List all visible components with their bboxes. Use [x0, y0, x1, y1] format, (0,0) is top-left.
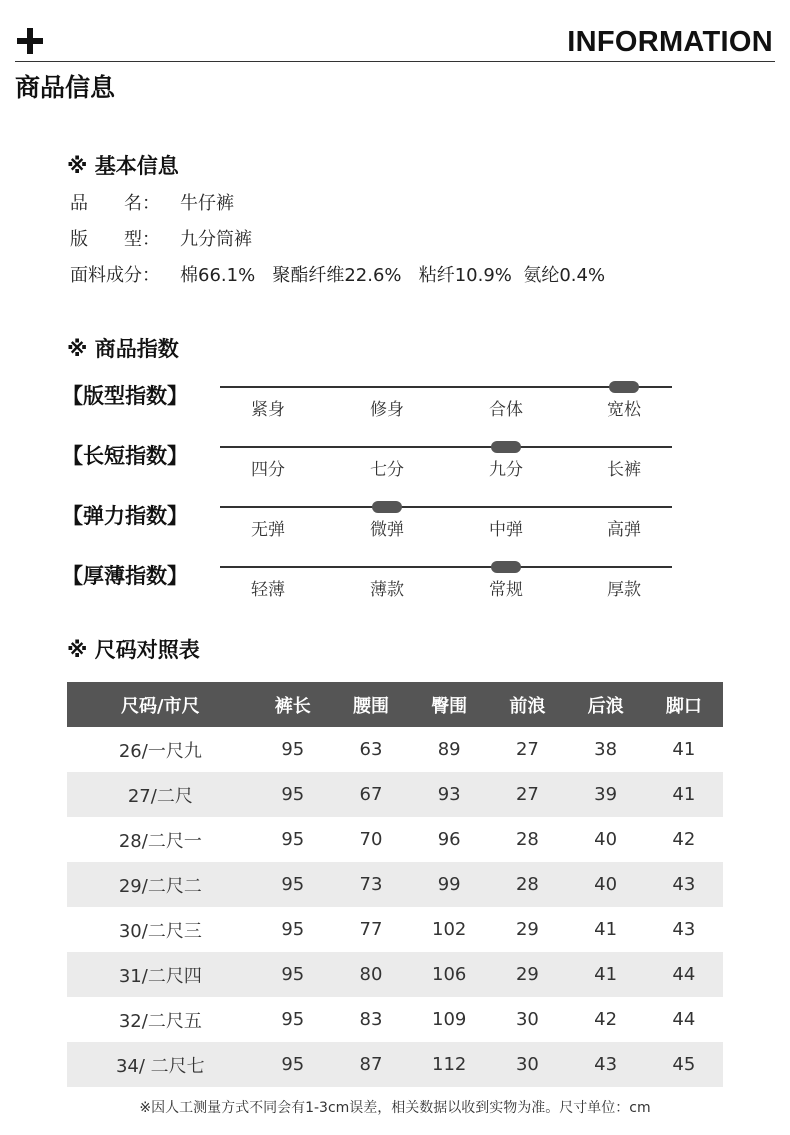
table-cell: 95 — [281, 739, 305, 760]
table-cell: 63 — [359, 739, 383, 760]
table-cell: 32/二尺五 — [118, 1010, 202, 1032]
header-cell: 后浪 — [567, 682, 645, 727]
table-cell: 102 — [432, 919, 467, 940]
table-cell: 89 — [437, 739, 461, 760]
table-cell: 95 — [254, 862, 332, 907]
info-value: 棉66.1% 聚酯纤维22.6% 粘纤10.9% 氨纶0.4% — [180, 265, 606, 286]
table-cell: 83 — [359, 1009, 383, 1030]
measurement-note: ※因人工测量方式不同会有1-3cm误差，相关数据以收到实物为准。尺寸单位：cm — [139, 1100, 651, 1116]
table-cell: 31/二尺四 — [67, 952, 254, 997]
info-row-name — [70, 189, 234, 215]
table-cell: 42 — [594, 1009, 618, 1030]
indices-title: ※ 商品指数 — [67, 337, 179, 361]
table-cell: 39 — [567, 772, 645, 817]
table-cell: 41 — [645, 772, 723, 817]
table-cell: 27 — [488, 772, 566, 817]
table-cell: 30/二尺三 — [118, 920, 202, 942]
table-cell: 80 — [332, 952, 410, 997]
table-cell: 29 — [515, 919, 539, 940]
index-option: 九分 — [489, 460, 523, 480]
table-cell: 44 — [645, 952, 723, 997]
index-track — [220, 446, 672, 448]
table-cell: 29 — [488, 952, 566, 997]
table-cell: 95 — [281, 919, 305, 940]
page-title: 商品信息 — [15, 73, 116, 102]
table-cell: 43 — [672, 919, 696, 940]
table-cell: 43 — [567, 1042, 645, 1087]
index-knob — [491, 441, 521, 453]
size-table-title: ※ 尺码对照表 — [67, 638, 200, 662]
index-option: 修身 — [370, 400, 404, 420]
index-track — [220, 506, 672, 508]
index-track — [220, 386, 672, 388]
table-cell: 42 — [672, 829, 696, 850]
index-option: 合体 — [489, 400, 523, 420]
index-knob — [372, 501, 402, 513]
table-cell: 27 — [515, 739, 539, 760]
table-cell: 44 — [672, 1009, 696, 1030]
header-cell: 前浪 — [488, 682, 566, 727]
table-row — [67, 727, 723, 772]
index-option: 厚款 — [607, 580, 641, 600]
table-cell: 95 — [281, 829, 305, 850]
table-cell: 30 — [488, 1042, 566, 1087]
index-option: 中弹 — [489, 520, 523, 540]
table-cell: 34/ 二尺七 — [67, 1042, 254, 1087]
table-cell: 28/二尺一 — [118, 830, 202, 852]
info-value: 九分筒裤 — [180, 229, 252, 250]
header-cell: 脚口 — [645, 682, 723, 727]
table-cell: 73 — [332, 862, 410, 907]
table-cell: 38 — [594, 739, 618, 760]
header-cell: 尺码/市尺 — [67, 682, 254, 727]
table-cell: 26/一尺九 — [118, 740, 202, 762]
table-cell: 28 — [515, 829, 539, 850]
index-option: 七分 — [370, 460, 404, 480]
table-cell: 41 — [594, 919, 618, 940]
size-table — [67, 682, 723, 1087]
table-cell: 87 — [332, 1042, 410, 1087]
table-cell: 95 — [254, 952, 332, 997]
table-cell: 99 — [410, 862, 488, 907]
table-cell: 27/二尺 — [67, 772, 254, 817]
table-cell: 45 — [645, 1042, 723, 1087]
table-cell: 106 — [410, 952, 488, 997]
table-cell: 40 — [594, 829, 618, 850]
index-track — [220, 566, 672, 568]
index-option: 轻薄 — [251, 580, 285, 600]
index-option: 紧身 — [251, 400, 285, 420]
index-option: 四分 — [251, 460, 285, 480]
index-label: 【长短指数】 — [62, 444, 188, 468]
table-cell: 70 — [359, 829, 383, 850]
index-label: 【版型指数】 — [62, 384, 188, 408]
basic-info-title: ※ 基本信息 — [67, 154, 179, 178]
index-knob — [491, 561, 521, 573]
index-option: 无弹 — [251, 520, 285, 540]
header-cell: 裤长 — [254, 682, 332, 727]
table-row — [67, 817, 723, 862]
table-row — [67, 772, 723, 817]
table-cell: 28 — [488, 862, 566, 907]
information-heading: INFORMATION — [567, 26, 773, 58]
plus-icon — [17, 28, 43, 54]
table-cell: 109 — [432, 1009, 467, 1030]
index-option: 高弹 — [607, 520, 641, 540]
table-cell: 95 — [254, 1042, 332, 1087]
info-label: 面料成分： — [70, 265, 160, 286]
table-cell: 95 — [254, 772, 332, 817]
index-option: 长裤 — [607, 460, 641, 480]
table-cell: 112 — [410, 1042, 488, 1087]
table-cell: 67 — [332, 772, 410, 817]
table-cell: 29/二尺二 — [67, 862, 254, 907]
table-row — [67, 1042, 723, 1087]
table-row — [67, 952, 723, 997]
table-row — [67, 907, 723, 952]
index-option: 微弹 — [370, 520, 404, 540]
table-cell: 41 — [567, 952, 645, 997]
table-cell: 43 — [645, 862, 723, 907]
index-option: 宽松 — [607, 400, 641, 420]
size-table-header — [67, 682, 723, 727]
table-cell: 30 — [515, 1009, 539, 1030]
index-option: 薄款 — [370, 580, 404, 600]
table-cell: 77 — [359, 919, 383, 940]
table-cell: 40 — [567, 862, 645, 907]
table-row — [67, 997, 723, 1042]
info-label: 品 名： — [70, 193, 160, 214]
info-value: 牛仔裤 — [180, 193, 234, 214]
index-option: 常规 — [489, 580, 523, 600]
table-row — [67, 862, 723, 907]
index-label: 【厚薄指数】 — [62, 564, 188, 588]
table-cell: 93 — [410, 772, 488, 817]
info-label: 版 型： — [70, 229, 160, 250]
table-cell: 95 — [281, 1009, 305, 1030]
info-row-fabric — [70, 261, 605, 287]
header-cell: 腰围 — [332, 682, 410, 727]
table-cell: 41 — [672, 739, 696, 760]
header-cell: 臀围 — [410, 682, 488, 727]
header-divider — [15, 61, 775, 62]
index-knob — [609, 381, 639, 393]
table-cell: 96 — [437, 829, 461, 850]
index-label: 【弹力指数】 — [62, 504, 188, 528]
info-row-fit — [70, 225, 252, 251]
